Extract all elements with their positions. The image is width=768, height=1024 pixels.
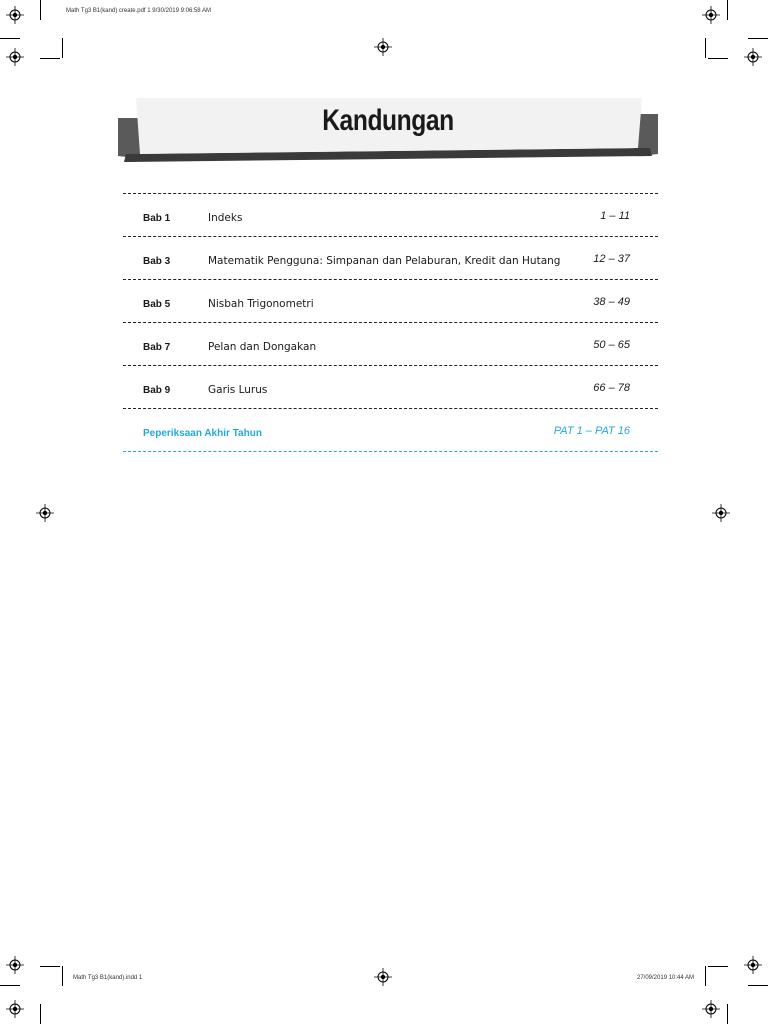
page-range: 1 – 11 xyxy=(600,210,630,222)
crop-mark xyxy=(708,58,728,59)
page-range: 50 – 65 xyxy=(593,339,630,351)
chapter-number: Bab 9 xyxy=(143,385,171,396)
registration-mark-icon xyxy=(6,1000,24,1018)
page-title: Kandungan xyxy=(322,104,454,137)
chapter-number: Bab 7 xyxy=(143,342,171,353)
chapter-number: Bab 3 xyxy=(143,256,171,267)
chapter-title: Nisbah Trigonometri xyxy=(208,298,314,310)
toc-row xyxy=(123,237,658,279)
print-slug-bottom-left: Math Tg3 B1(kand).indd 1 xyxy=(73,975,143,981)
registration-mark-icon xyxy=(6,48,24,66)
print-slug-bottom-right: 27/09/2019 10:44 AM xyxy=(637,975,695,981)
chapter-number: Bab 1 xyxy=(143,213,171,224)
crop-mark xyxy=(748,985,768,986)
print-slug-top: Math Tg3 B1(kand) create.pdf 1 9/30/2019 9:06:58 AM xyxy=(66,8,211,14)
crop-mark xyxy=(62,38,63,58)
chapter-title: Indeks xyxy=(208,212,243,224)
title-banner xyxy=(118,96,658,166)
registration-mark-icon xyxy=(744,48,762,66)
dotted-divider-blue xyxy=(123,451,658,452)
crop-mark xyxy=(705,966,706,986)
page-range: 38 – 49 xyxy=(593,296,630,308)
crop-mark xyxy=(40,0,41,20)
crop-mark xyxy=(727,1004,728,1024)
crop-mark xyxy=(708,966,728,967)
registration-mark-icon xyxy=(6,6,24,24)
crop-mark xyxy=(40,58,60,59)
exam-page-range: PAT 1 – PAT 16 xyxy=(553,425,630,437)
table-of-contents xyxy=(123,193,658,452)
registration-mark-icon xyxy=(702,6,720,24)
crop-mark xyxy=(705,38,706,58)
crop-mark xyxy=(62,966,63,986)
registration-mark-icon xyxy=(374,968,392,986)
crop-mark xyxy=(727,0,728,20)
registration-mark-icon xyxy=(36,504,54,522)
registration-mark-icon xyxy=(374,38,392,56)
crop-mark xyxy=(40,1004,41,1024)
toc-row xyxy=(123,280,658,322)
chapter-title: Pelan dan Dongakan xyxy=(208,341,317,353)
toc-row-exam xyxy=(123,409,658,451)
registration-mark-icon xyxy=(712,504,730,522)
page-range: 66 – 78 xyxy=(593,382,630,394)
registration-mark-icon xyxy=(744,956,762,974)
exam-title: Peperiksaan Akhir Tahun xyxy=(143,428,262,439)
toc-row xyxy=(123,366,658,408)
chapter-title: Garis Lurus xyxy=(208,384,268,396)
chapter-number: Bab 5 xyxy=(143,299,171,310)
toc-row xyxy=(123,323,658,365)
toc-row xyxy=(123,194,658,236)
registration-mark-icon xyxy=(702,1000,720,1018)
page-range: 12 – 37 xyxy=(593,253,630,265)
crop-mark xyxy=(0,38,20,39)
crop-mark xyxy=(0,985,20,986)
registration-mark-icon xyxy=(6,956,24,974)
crop-mark xyxy=(40,966,60,967)
chapter-title: Matematik Pengguna: Simpanan dan Pelaburan, Kredit dan Hutang xyxy=(208,255,561,267)
crop-mark xyxy=(748,38,768,39)
